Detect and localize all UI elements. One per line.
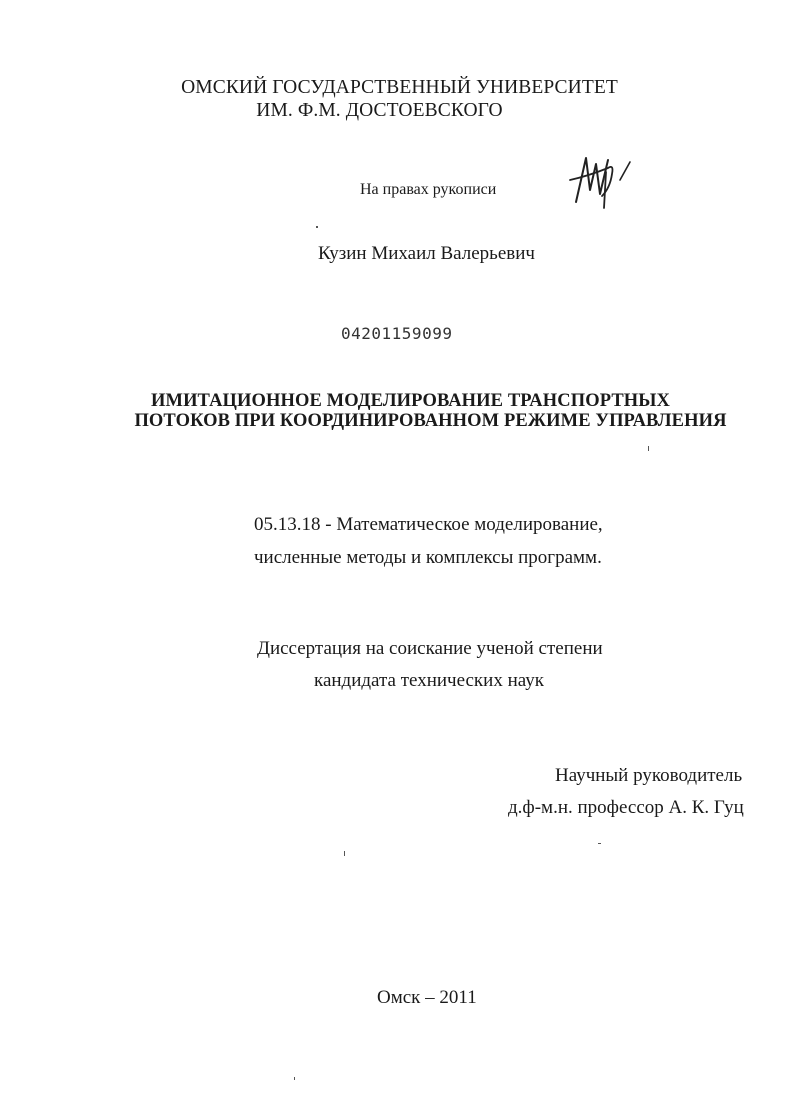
degree-line2: кандидата технических наук (314, 670, 544, 691)
scan-speck (598, 843, 601, 844)
dissertation-title-line1: ИМИТАЦИОННОЕ МОДЕЛИРОВАНИЕ ТРАНСПОРТНЫХ (151, 391, 670, 411)
scan-speck (316, 226, 318, 228)
university-name-line1: ОМСКИЙ ГОСУДАРСТВЕННЫЙ УНИВЕРСИТЕТ (181, 77, 618, 98)
scan-speck (294, 1077, 295, 1080)
signature-mark (562, 150, 652, 212)
scan-speck (344, 851, 345, 856)
city-year: Омск – 2011 (377, 987, 477, 1008)
specialty-line1: 05.13.18 - Математическое моделирование, (254, 514, 603, 535)
university-name-line2: ИМ. Ф.М. ДОСТОЕВСКОГО (256, 100, 503, 121)
manuscript-note: На правах рукописи (360, 181, 497, 198)
registry-number-stamp: 04201159099 (341, 324, 453, 343)
author-name: Кузин Михаил Валерьевич (318, 243, 535, 264)
scan-speck (648, 446, 649, 451)
supervisor-title: Научный руководитель (555, 765, 743, 786)
supervisor-name: д.ф-м.н. профессор А. К. Гуц (508, 797, 744, 818)
dissertation-title-line2: ПОТОКОВ ПРИ КООРДИНИРОВАННОМ РЕЖИМЕ УПРАВЛЕНИЯ (134, 411, 727, 431)
degree-line1: Диссертация на соискание ученой степени (257, 638, 603, 659)
specialty-line2: численные методы и комплексы программ. (254, 547, 602, 568)
